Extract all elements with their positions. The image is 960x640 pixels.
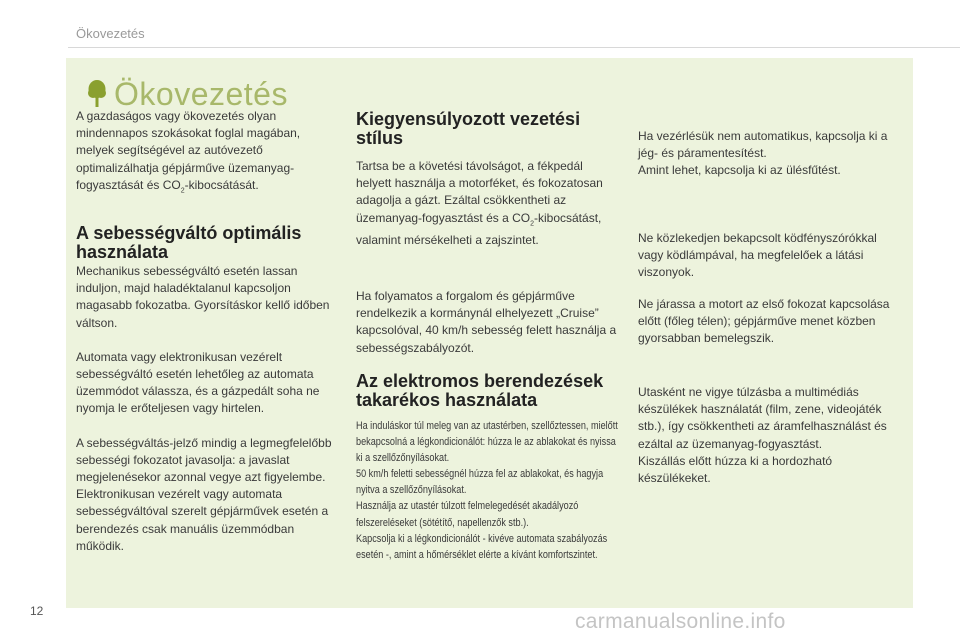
- gearbox-paragraph-3: A sebességváltás-jelző mindig a legmegfelelőbb sebességi fokozatot javasolja: a javaslat megjelenésekor azonnal vegye azt figyelembe.: [76, 435, 332, 485]
- gearbox-section-title: A sebességváltó optimális használata: [76, 223, 302, 262]
- electrical-tip-3: Használja az utastér túlzott felmelegedését akadályozó felszereléseket (sötétítő, napellenzők stb.).: [356, 500, 579, 529]
- page-title: Ökovezetés: [114, 75, 288, 112]
- running-header: Ökovezetés: [76, 26, 145, 41]
- tree-icon: [88, 80, 106, 108]
- electrical-section: [356, 372, 621, 563]
- multimedia-block: [638, 384, 900, 487]
- page-number: 12: [30, 604, 44, 618]
- engine-warmup-block: [638, 296, 900, 348]
- fog-lights-block: [638, 230, 900, 282]
- electrical-tip-1: Ha induláskor túl meleg van az utastérben, szellőztessen, mielőtt bekapcsolná a légkondicionálót: húzza le az ablakokat és nyissa ki a szellőzőnyílásokat.: [356, 420, 618, 465]
- watermark: carmanualsonline.info: [575, 610, 786, 633]
- fog-lights-paragraph: Ne közlekedjen bekapcsolt ködfényszórókkal vagy ködlámpával, ha megfelelőek a látási viszonyok.: [638, 231, 877, 280]
- driving-style-title: Kiegyensúlyozott vezetési stílus: [356, 109, 581, 148]
- electrical-tip-4: Kapcsolja ki a légkondicionálót - kivéve automata szabályozás esetén -, amint a hőmérséklet elérte a kívánt komfortszintet.: [356, 532, 608, 561]
- seat-heating-paragraph: Amint lehet, kapcsolja ki az ülésfűtést.: [638, 163, 841, 178]
- electrical-section-title: Az elektromos berendezések takarékos használata: [356, 371, 604, 410]
- column-1: [76, 108, 341, 199]
- column-3: [638, 128, 900, 180]
- column-2: [356, 110, 621, 249]
- header-divider: [68, 47, 960, 48]
- cruise-paragraph-block: [356, 288, 621, 357]
- engine-warmup-paragraph: Ne járassa a motort az első fokozat kapcsolása előtt (főleg télen); gépjárműve menet közben gyorsabban bemelegszik.: [638, 297, 890, 346]
- gearbox-paragraph-2: Automata vagy elektronikusan vezérelt sebességváltó esetén lehetőleg az automata üzemmódot válassza, és a gázpedált soha ne nyomja le erőteljesen vagy hirtelen.: [76, 349, 320, 416]
- intro-paragraph: A gazdaságos vagy ökovezetés olyan mindennapos szokásokat foglal magában, melyek segítségével az autóvezető optimalizálhatja gépjárműve üzemanyag-fogyasztását és $CO_2$-kibocsátását.: [76, 109, 301, 195]
- cruise-paragraph: Ha folyamatos a forgalom és gépjárműve rendelkezik a kormánynál elhelyezett „Cruise” kapcsolóval, 40 km/h sebesség felett használja a sebességszabályozót.: [356, 289, 617, 355]
- gearbox-paragraph-1: Mechanikus sebességváltó esetén lassan induljon, majd haladéktalanul kapcsoljon magasabb fokozatba. Gyorsításkor kellő időben váltson.: [76, 264, 330, 330]
- defrost-paragraph: Ha vezérlésük nem automatikus, kapcsolja ki a jég- és páramentesítést.: [638, 129, 888, 161]
- driving-style-paragraph-1: Tartsa be a követési távolságot, a fékpedál helyett használja a motorféket, és fokozatosan adagolja a gázt. Ezáltal csökkentheti az üzemanyag-fogyasztást és a $CO_2$-kibocsátást, valamint mérsékelheti a zajszintet.: [356, 159, 603, 248]
- gearbox-paragraph-4: Elektronikusan vezérelt vagy automata sebességváltóval szerelt gépjárművek esetén a berendezés csak manuális üzemmódban működik.: [76, 487, 329, 553]
- electrical-tip-2: 50 km/h feletti sebességnél húzza fel az ablakokat, és hagyja nyitva a szellőzőnyílásokat.: [356, 468, 604, 497]
- multimedia-paragraph: Utasként ne vigye túlzásba a multimédiás készülékek használatát (film, zene, videojáték stb.), így csökkentheti az áramfelhasználást és ezáltal az üzemanyag-fogyasztást.: [638, 385, 887, 451]
- gearbox-section: [76, 224, 341, 555]
- portable-devices-paragraph: Kiszállás előtt húzza ki a hordozható készülékeket.: [638, 453, 833, 486]
- electrical-tips: [356, 418, 621, 563]
